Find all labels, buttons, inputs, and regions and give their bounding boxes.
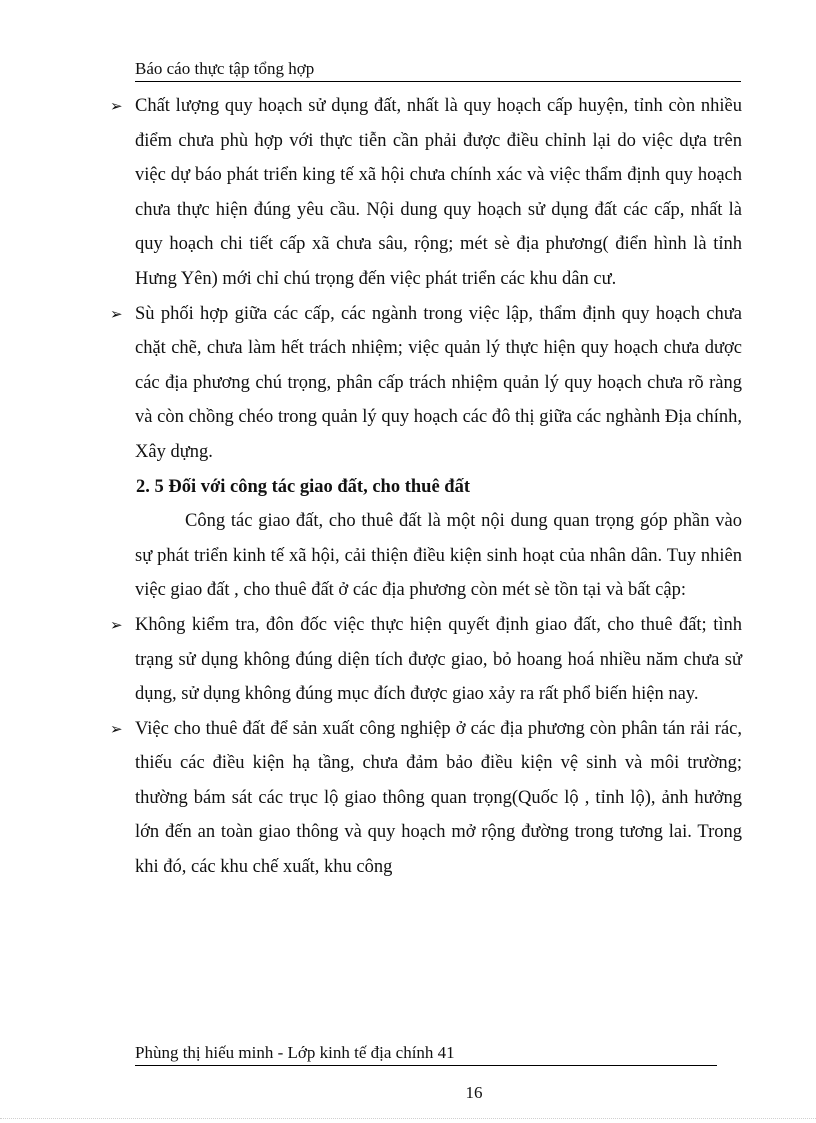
body-text [110,89,742,885]
section-heading: 2. 5 Đối với công tác giao đất, cho thuê đất [136,476,470,497]
page-header: Báo cáo thực tập tổng hợp [135,58,741,82]
bullet-text: Không kiểm tra, đôn đốc việc thực hiện quyết định giao đất, cho thuê đất; tình trạng sử dụng không đúng diện tích được giao, bỏ hoang hoá nhiều năm chưa sử dụng, sử dụng không đúng mục đích được giao xảy ra rất phổ biến hiện nay. [135,614,742,705]
arrow-bullet-icon: ➢ [110,719,123,738]
page-bottom-divider [0,1118,816,1119]
page-number: 16 [465,1083,483,1102]
list-item [110,89,742,297]
list-item [110,297,742,470]
page-footer: Phùng thị hiếu minh - Lớp kinh tế địa chính 41 [135,1042,717,1066]
list-item [110,608,742,712]
arrow-bullet-icon: ➢ [110,615,123,634]
list-item [110,712,742,885]
bullet-text: Việc cho thuê đất để sản xuất công nghiệp ở các địa phương còn phân tán rải rác, thiếu các điều kiện hạ tầng, chưa đảm bảo điều kiện vệ sinh và môi trường; thường bám sát các trục lộ giao thông quan trọng(Quốc lộ , tỉnh lộ), ảnh hưởng lớn đến an toàn giao thông và quy hoạch mở rộng đường trong tương lai. Trong khi đó, các khu chế xuất, khu công [135,718,742,878]
arrow-bullet-icon: ➢ [110,304,123,323]
bullet-text: Sù phối hợp giữa các cấp, các ngành trong việc lập, thẩm định quy hoạch chưa chặt chẽ, chưa làm hết trách nhiệm; việc quản lý thực hiện quy hoạch chưa dược các địa phương chú trọng, phân cấp trách nhiệm quản lý quy hoạch chưa rõ ràng và còn chồng chéo trong quản lý quy hoạch các đô thị giữa các nghành Địa chính, Xây dựng. [135,303,742,462]
section-paragraph [110,504,742,608]
arrow-bullet-icon: ➢ [110,97,123,115]
bullet-text: Chất lượng quy hoạch sử dụng đất, nhất là quy hoạch cấp huyện, tỉnh còn nhiều điểm chưa phù hợp với thực tiễn cần phải được điều chỉnh lại do việc dựa trên việc dự báo phát triển king tế xã hội chưa chính xác và việc thẩm định quy hoạch chưa thực hiện đúng yêu cầu. Nội dung quy hoạch sử dụng đất các cấp, nhất là quy hoạch chi tiết cấp xã chưa sâu, rộng; mét sè địa phương( điển hình là tỉnh Hưng Yên) mới chỉ chú trọng đến việc phát triển các khu dân cư. [135,96,742,289]
paragraph-text: Công tác giao đất, cho thuê đất là một nội dung quan trọng góp phần vào sự phát triển kinh tế xã hội, cải thiện điều kiện sinh hoạt của nhân dân. Tuy nhiên việc giao đất , cho thuê đất ở các địa phương còn mét sè tồn tại và bất cập: [135,511,742,601]
